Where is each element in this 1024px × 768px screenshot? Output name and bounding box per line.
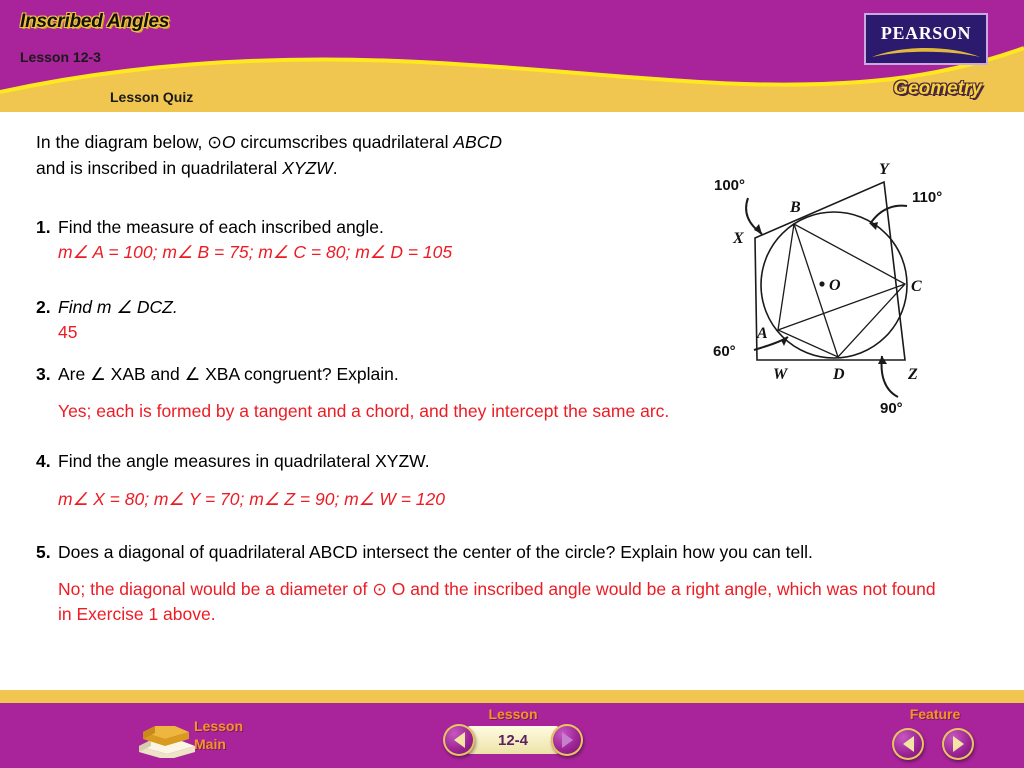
geometry-diagram [712,160,1012,420]
slide-content [0,112,1024,690]
question-1-prompt [36,215,696,240]
feature-pager-label: Feature [909,706,961,722]
question-1 [36,215,696,265]
intro-paragraph [36,129,736,181]
lesson-main-label[interactable] [194,717,243,753]
question-3-answer: Yes; each is formed by a tangent and a chord, and they intercept the same arc. [58,401,670,421]
footer-navigation-bar [0,703,1024,768]
question-4-answer: m∠ X = 80; m∠ Y = 70; m∠ Z = 90; m∠ W = 120 [58,489,445,509]
diagonal-ac [778,284,905,330]
intro-center-label: O [221,132,236,152]
lesson-main-line2: Main [194,736,226,752]
feature-chevron-left-icon [903,736,914,752]
intro-text-c: circumscribes quadrilateral [235,132,454,152]
question-2 [36,295,696,345]
arc-measure-90: 90° [880,400,903,417]
center-point-o [819,281,824,286]
question-1-answer: m∠ A = 100; m∠ B = 75; m∠ C = 80; m∠ D = 105 [58,242,453,262]
pointer-100-arrowhead [754,224,762,234]
question-5-text: Does a diagonal of quadrilateral ABCD intersect the center of the circle? Explain how you can tell. [58,542,813,562]
question-3-text: Are ∠ XAB and ∠ XBA congruent? Explain. [58,364,399,384]
vertex-label-d: D [833,366,845,383]
lesson-main-line1: Lesson [194,718,244,734]
section-label: Lesson Quiz [110,89,194,105]
chevron-right-icon [562,732,573,748]
question-5-prompt [36,540,936,565]
question-2-text: Find m ∠ DCZ. [58,297,178,317]
vertex-label-y: Y [879,161,889,178]
question-1-text: Find the measure of each inscribed angle. [58,217,384,237]
footer-divider-strip [0,690,1024,703]
question-4-number: 4. [36,451,51,471]
question-4 [36,449,936,512]
question-4-prompt [36,449,936,474]
vertex-label-c: C [911,278,922,295]
next-feature-button[interactable] [942,728,974,760]
intro-period: . [332,158,338,178]
feature-pager [880,706,990,766]
vertex-label-b: B [790,199,801,216]
vertex-label-z: Z [908,366,918,383]
question-4-text: Find the angle measures in quadrilateral XYZW. [58,451,430,471]
lesson-pager-label: Lesson [488,706,538,722]
subject-title: Geometry [893,78,982,99]
previous-lesson-button[interactable] [443,724,475,756]
previous-feature-button[interactable] [892,728,924,760]
pearson-swoosh-icon [872,44,980,58]
question-5-answer: No; the diagonal would be a diameter of ⊙ O and the inscribed angle would be a right angle, which was not found in Exercise 1 above. [58,579,936,624]
vertex-label-w: W [773,366,788,383]
question-5-number: 5. [36,542,51,562]
question-2-number: 2. [36,297,51,317]
intro-text-a: In the diagram below, [36,132,208,152]
center-label-o: O [829,277,841,294]
feature-chevron-right-icon [953,736,964,752]
question-3-number: 3. [36,364,51,384]
question-2-prompt [36,295,696,320]
question-2-answer: 45 [58,322,78,342]
vertex-label-x: X [733,230,744,247]
lesson-page-number: 12-4 [467,726,559,754]
lesson-number: Lesson 12-3 [20,49,101,65]
books-icon[interactable] [131,716,203,758]
question-1-number: 1. [36,217,51,237]
vertex-label-a: A [757,325,768,342]
pearson-logo [864,13,988,65]
intro-quad-xyzw: XYZW [282,158,333,178]
intro-text-line2a: and is inscribed in quadrilateral [36,158,283,178]
intro-quad-abcd: ABCD [453,132,502,152]
arc-measure-100: 100° [714,177,746,194]
page-title: Inscribed Angles [20,11,170,32]
lesson-pager [443,706,583,766]
pearson-wordmark: PEARSON [880,23,972,43]
arc-measure-110: 110° [912,189,943,206]
next-lesson-button[interactable] [551,724,583,756]
arc-measure-60: 60° [713,343,736,360]
circle-symbol-icon: ⊙ [207,132,222,152]
header-banner [0,0,1024,112]
chevron-left-icon [454,732,465,748]
question-5 [36,540,936,627]
